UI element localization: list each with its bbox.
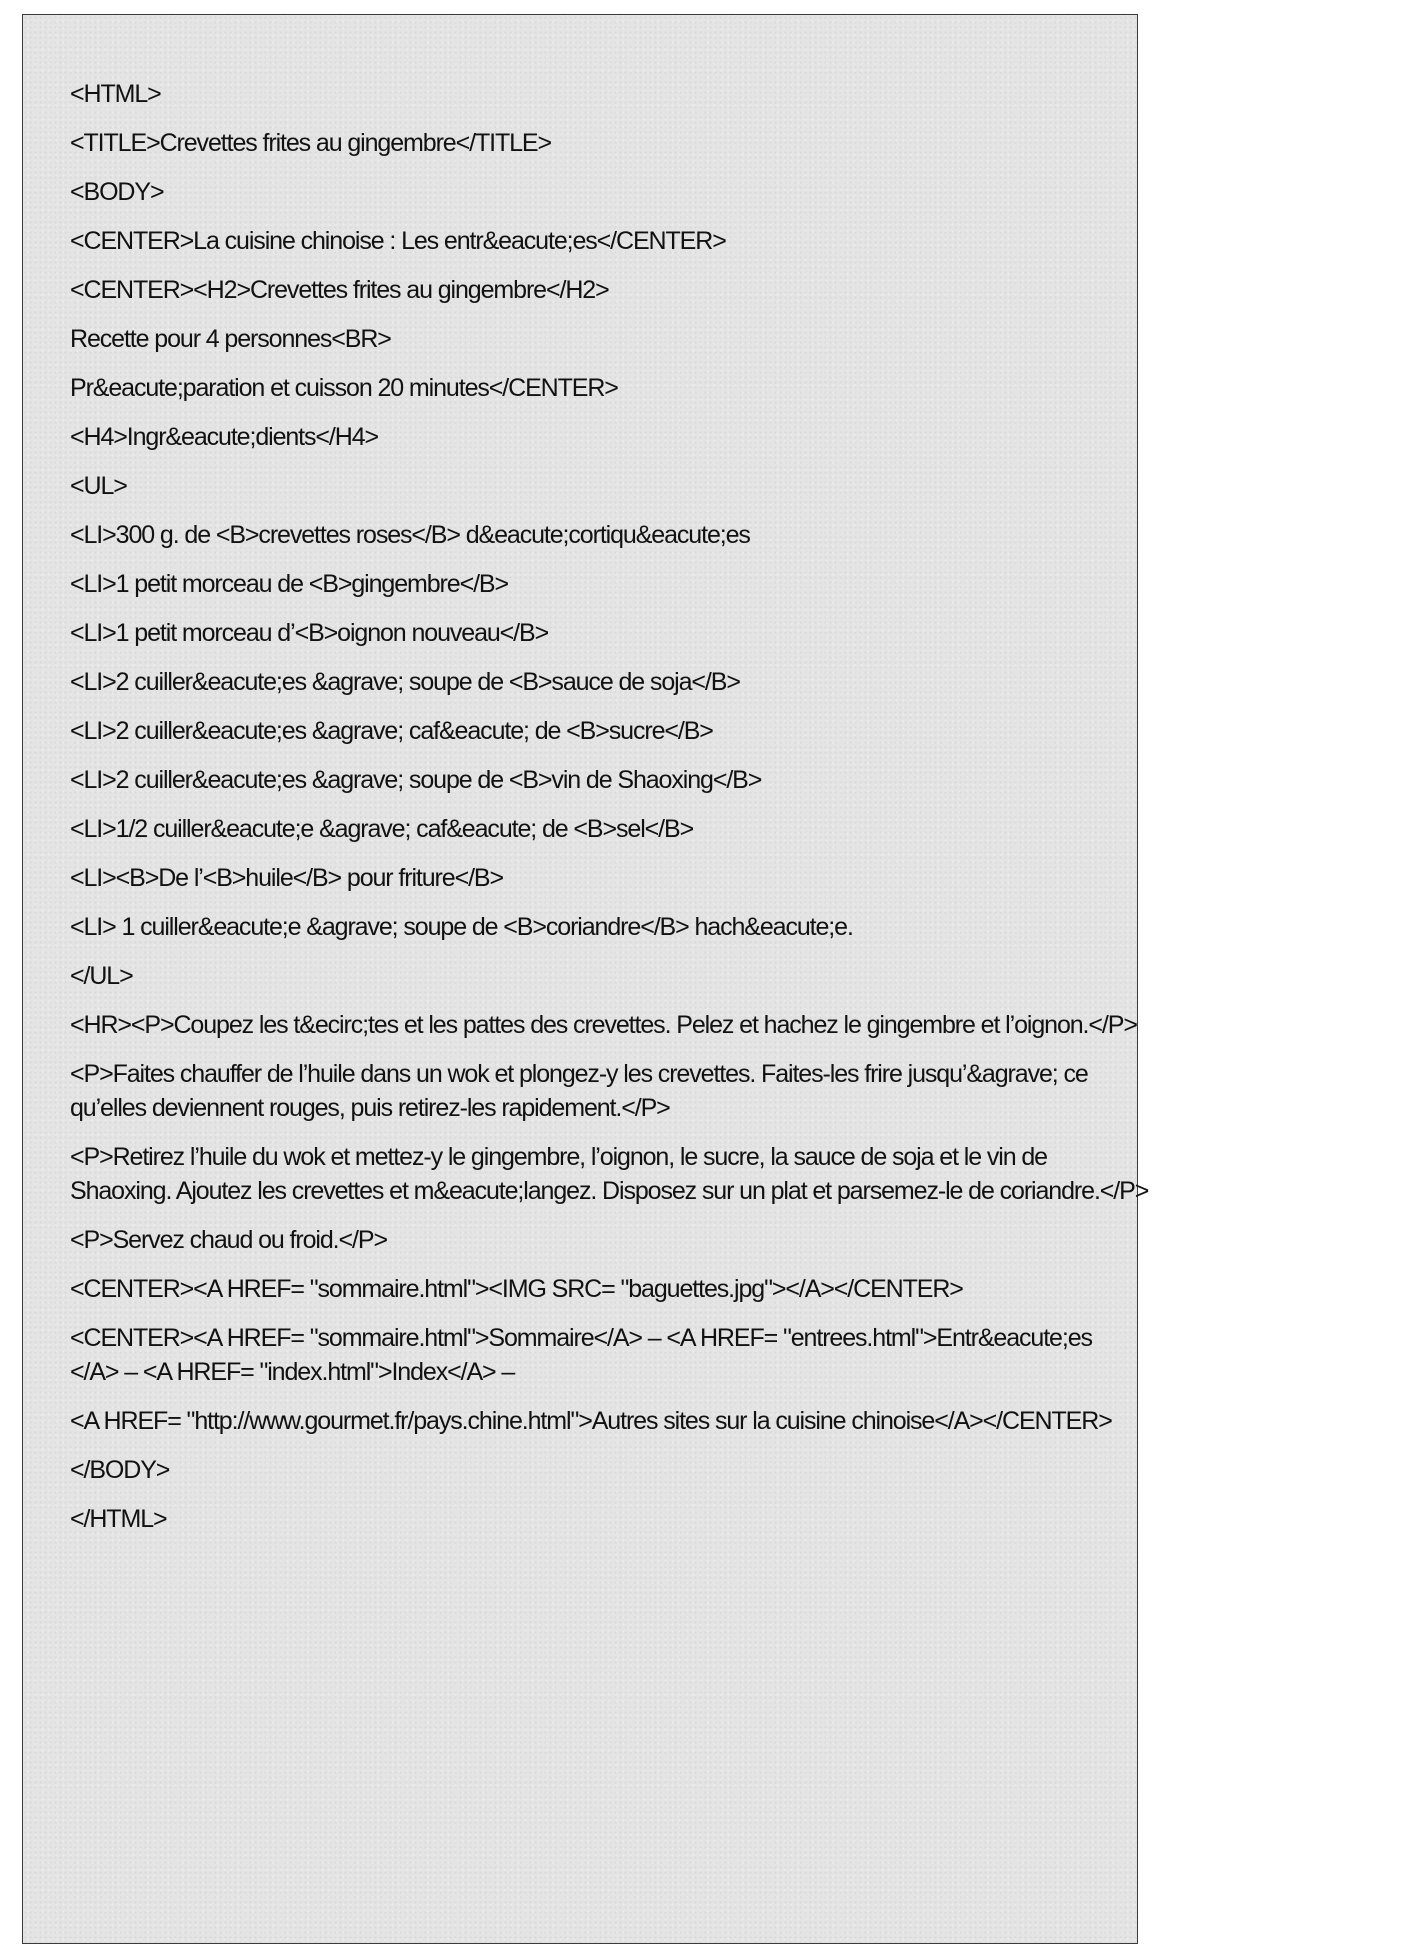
code-line: <LI><B>De l’<B>huile</B> pour friture</B> — [70, 864, 504, 892]
code-line: <LI>300 g. de <B>crevettes roses</B> d&eacute;cortiqu&eacute;es — [70, 521, 750, 549]
code-line: </HTML> — [70, 1505, 167, 1533]
code-line: <CENTER><A HREF= "sommaire.html"><IMG SRC= "baguettes.jpg"></A></CENTER> — [70, 1275, 963, 1303]
code-line: <A HREF= "http://www.gourmet.fr/pays.chine.html">Autres sites sur la cuisine chinoise</A></CENTER> — [70, 1407, 1112, 1435]
code-line: <HR><P>Coupez les t&ecirc;tes et les pattes des crevettes. Pelez et hachez le gingembre et l’oignon.</P> — [70, 1011, 1137, 1039]
code-line: <H4>Ingr&eacute;dients</H4> — [70, 423, 379, 451]
code-line: Pr&eacute;paration et cuisson 20 minutes</CENTER> — [70, 374, 618, 402]
code-line: <P>Faites chauffer de l’huile dans un wok et plongez-y les crevettes. Faites-les frire jusqu’&agrave; ce — [70, 1060, 1088, 1088]
code-line: <LI>1 petit morceau de <B>gingembre</B> — [70, 570, 508, 598]
code-line: <LI>2 cuiller&eacute;es &agrave; caf&eacute; de <B>sucre</B> — [70, 717, 713, 745]
code-line: <CENTER>La cuisine chinoise : Les entr&eacute;es</CENTER> — [70, 227, 726, 255]
code-line-continuation: </A> – <A HREF= "index.html">Index</A> – — [70, 1358, 515, 1386]
code-line: <LI>2 cuiller&eacute;es &agrave; soupe de <B>vin de Shaoxing</B> — [70, 766, 762, 794]
code-line: <LI>2 cuiller&eacute;es &agrave; soupe de <B>sauce de soja</B> — [70, 668, 740, 696]
code-line: <BODY> — [70, 178, 164, 206]
code-line: <LI>1 petit morceau d’<B>oignon nouveau</B> — [70, 619, 549, 647]
code-line: </BODY> — [70, 1456, 170, 1484]
code-listing — [70, 77, 1149, 1536]
code-line: <LI> 1 cuiller&eacute;e &agrave; soupe de <B>coriandre</B> hach&eacute;e. — [70, 913, 853, 941]
code-line: <CENTER><A HREF= "sommaire.html">Sommaire</A> – <A HREF= "entrees.html">Entr&eacute;es — [70, 1324, 1092, 1352]
code-line: </UL> — [70, 962, 133, 990]
code-line: Recette pour 4 personnes<BR> — [70, 325, 391, 353]
code-line-continuation: qu’elles deviennent rouges, puis retirez-les rapidement.</P> — [70, 1094, 670, 1122]
code-line: <LI>1/2 cuiller&eacute;e &agrave; caf&eacute; de <B>sel</B> — [70, 815, 694, 843]
code-line-continuation: Shaoxing. Ajoutez les crevettes et m&eacute;langez. Disposez sur un plat et parsemez-le de coriandre.</P> — [70, 1177, 1149, 1205]
code-line: <CENTER><H2>Crevettes frites au gingembre</H2> — [70, 276, 609, 304]
code-line: <P>Servez chaud ou froid.</P> — [70, 1226, 387, 1254]
code-line: <TITLE>Crevettes frites au gingembre</TITLE> — [70, 129, 552, 157]
code-line: <HTML> — [70, 80, 161, 108]
code-line: <UL> — [70, 472, 127, 500]
code-line: <P>Retirez l’huile du wok et mettez-y le gingembre, l’oignon, le sucre, la sauce de soja et le vin de — [70, 1143, 1047, 1171]
code-listing-panel — [22, 14, 1149, 1944]
